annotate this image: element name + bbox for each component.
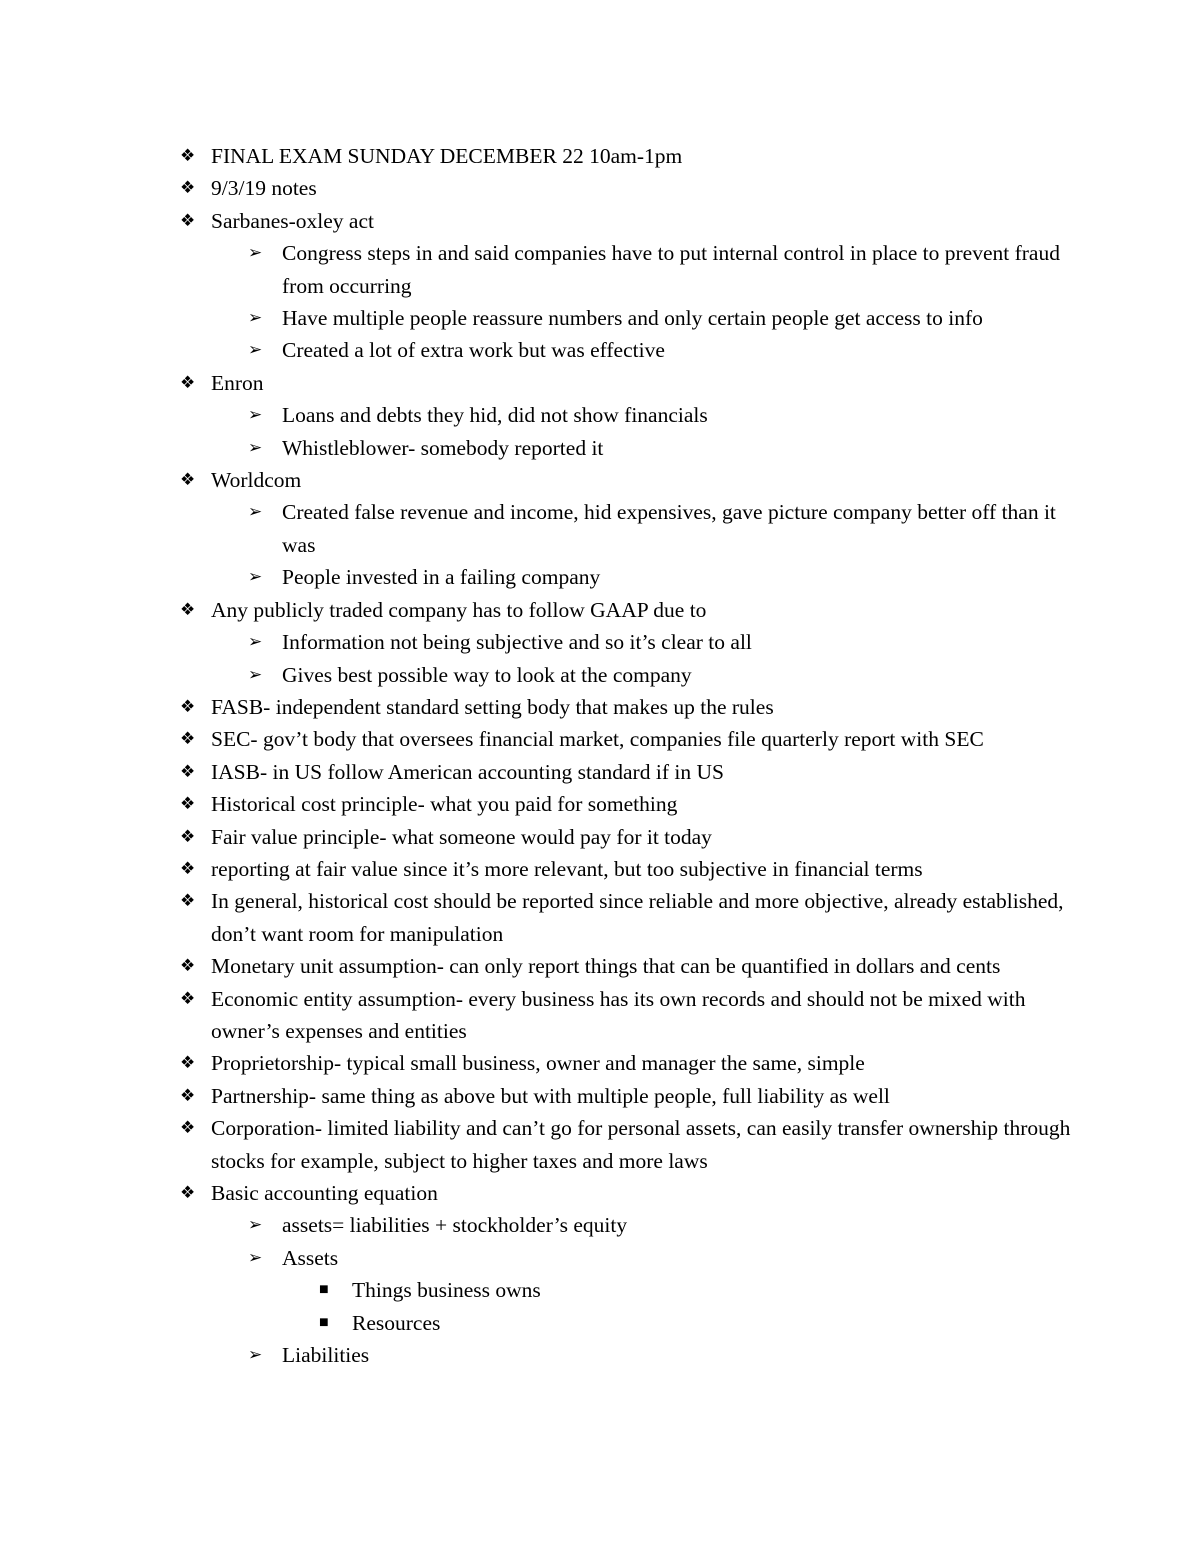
diamond-bullet-icon: ❖ (180, 210, 196, 230)
note-text: Basic accounting equation (211, 1181, 438, 1205)
diamond-bullet-icon: ❖ (180, 956, 196, 976)
note-item-level-2 (180, 496, 1080, 561)
note-item-level-2 (180, 626, 1080, 658)
note-text: Loans and debts they hid, did not show financials (282, 403, 708, 428)
note-text: Information not being subjective and so it’s clear to all (282, 630, 752, 655)
diamond-bullet-icon: ❖ (180, 761, 196, 781)
note-item-level-2 (180, 237, 1080, 302)
arrowhead-bullet-icon: ➢ (248, 1215, 263, 1235)
note-text: Congress steps in and said companies have to put internal control in place to prevent fraud from occurring (282, 241, 1060, 298)
note-item-level-1 (180, 853, 1080, 885)
note-item-level-1 (180, 1177, 1080, 1209)
note-text: Partnership- same thing as above but with multiple people, full liability as well (211, 1083, 890, 1108)
note-item-level-1 (180, 594, 1080, 626)
note-item-level-2 (180, 1339, 1080, 1371)
note-item-level-1 (180, 1080, 1080, 1112)
note-item-level-1 (180, 172, 1080, 204)
square-bullet-icon: ■ (319, 1281, 329, 1299)
note-item-level-1 (180, 950, 1080, 982)
note-text: Resources (352, 1310, 441, 1335)
diamond-bullet-icon: ❖ (180, 988, 196, 1008)
diamond-bullet-icon: ❖ (180, 794, 196, 814)
arrowhead-bullet-icon: ➢ (248, 664, 263, 684)
diamond-bullet-icon: ❖ (180, 146, 196, 165)
arrowhead-bullet-icon: ➢ (248, 1345, 263, 1365)
diamond-bullet-icon: ❖ (180, 858, 196, 878)
note-text: People invested in a failing company (282, 565, 601, 590)
note-text: Created false revenue and income, hid expensives, gave picture company better off than it was (282, 500, 1056, 557)
note-text: Assets (282, 1245, 339, 1270)
note-text: IASB- in US follow American accounting standard if in US (211, 759, 724, 784)
notes-list (180, 140, 1080, 1371)
note-text: Fair value principle- what someone would pay for it today (211, 824, 712, 849)
note-item-level-1 (180, 821, 1080, 853)
note-item-level-2 (180, 1209, 1080, 1241)
note-text: Whistleblower- somebody reported it (282, 435, 604, 460)
note-text: Historical cost principle- what you paid for something (211, 792, 678, 817)
diamond-bullet-icon: ❖ (180, 729, 196, 749)
diamond-bullet-icon: ❖ (180, 1183, 196, 1202)
arrowhead-bullet-icon: ➢ (248, 567, 263, 587)
note-item-level-1 (180, 1112, 1080, 1177)
note-item-level-1 (180, 756, 1080, 788)
diamond-bullet-icon: ❖ (180, 372, 196, 392)
note-text: reporting at fair value since it’s more relevant, but too subjective in financial terms (211, 856, 923, 881)
note-item-level-2 (180, 561, 1080, 593)
note-item-level-2 (180, 334, 1080, 366)
square-bullet-icon: ■ (319, 1313, 329, 1331)
diamond-bullet-icon: ❖ (180, 178, 196, 198)
diamond-bullet-icon: ❖ (180, 599, 196, 619)
note-item-level-3 (180, 1274, 1080, 1306)
note-item-level-2 (180, 302, 1080, 334)
note-text: Liabilities (282, 1343, 370, 1368)
arrowhead-bullet-icon: ➢ (248, 1247, 263, 1267)
note-item-level-1 (180, 885, 1080, 950)
note-item-level-1 (180, 367, 1080, 399)
note-item-level-2 (180, 399, 1080, 431)
note-text: Worldcom (211, 468, 302, 493)
note-item-level-1 (180, 464, 1080, 496)
arrowhead-bullet-icon: ➢ (248, 308, 263, 328)
note-text: Sarbanes-oxley act (211, 208, 374, 233)
note-text: Gives best possible way to look at the company (282, 662, 692, 687)
arrowhead-bullet-icon: ➢ (248, 632, 263, 652)
note-text: assets= liabilities + stockholder’s equity (282, 1213, 628, 1238)
note-text: In general, historical cost should be reported since reliable and more objective, already established, don’t want room for manipulation (211, 889, 1064, 946)
note-text: Created a lot of extra work but was effective (282, 338, 665, 363)
note-item-level-3 (180, 1307, 1080, 1339)
diamond-bullet-icon: ❖ (180, 1053, 196, 1073)
note-text: FASB- independent standard setting body that makes up the rules (211, 694, 774, 719)
note-text: Things business owns (352, 1278, 541, 1303)
note-item-level-1 (180, 140, 1080, 172)
diamond-bullet-icon: ❖ (180, 1118, 196, 1138)
note-text: Have multiple people reassure numbers and only certain people get access to info (282, 306, 983, 331)
note-item-level-2 (180, 1242, 1080, 1274)
note-item-level-1 (180, 205, 1080, 237)
note-text: Corporation- limited liability and can’t go for personal assets, can easily transfer ownership through stocks for example, subject to higher taxes and more laws (211, 1116, 1071, 1173)
diamond-bullet-icon: ❖ (180, 1085, 196, 1105)
note-text: Any publicly traded company has to follow GAAP due to (211, 597, 707, 622)
note-item-level-2 (180, 659, 1080, 691)
note-text: SEC- gov’t body that oversees financial market, companies file quarterly report with SEC (211, 727, 984, 752)
note-text: Economic entity assumption- every business has its own records and should not be mixed with owner’s expenses and entities (211, 986, 1026, 1043)
note-item-level-1 (180, 723, 1080, 755)
note-item-level-1 (180, 788, 1080, 820)
arrowhead-bullet-icon: ➢ (248, 405, 263, 425)
note-item-level-2 (180, 432, 1080, 464)
arrowhead-bullet-icon: ➢ (248, 243, 263, 263)
note-text: Enron (211, 370, 264, 395)
diamond-bullet-icon: ❖ (180, 696, 196, 716)
arrowhead-bullet-icon: ➢ (248, 502, 263, 522)
note-item-level-1 (180, 983, 1080, 1048)
diamond-bullet-icon: ❖ (180, 826, 196, 846)
note-text: Monetary unit assumption- can only report things that can be quantified in dollars and cents (211, 954, 1001, 979)
note-item-level-1 (180, 1047, 1080, 1079)
note-item-level-1 (180, 691, 1080, 723)
note-text: 9/3/19 notes (211, 176, 317, 201)
arrowhead-bullet-icon: ➢ (248, 437, 263, 457)
diamond-bullet-icon: ❖ (180, 470, 196, 490)
note-text: FINAL EXAM SUNDAY DECEMBER 22 10am-1pm (211, 144, 683, 168)
arrowhead-bullet-icon: ➢ (248, 340, 263, 360)
note-text: Proprietorship- typical small business, owner and manager the same, simple (211, 1051, 865, 1076)
diamond-bullet-icon: ❖ (180, 891, 196, 911)
